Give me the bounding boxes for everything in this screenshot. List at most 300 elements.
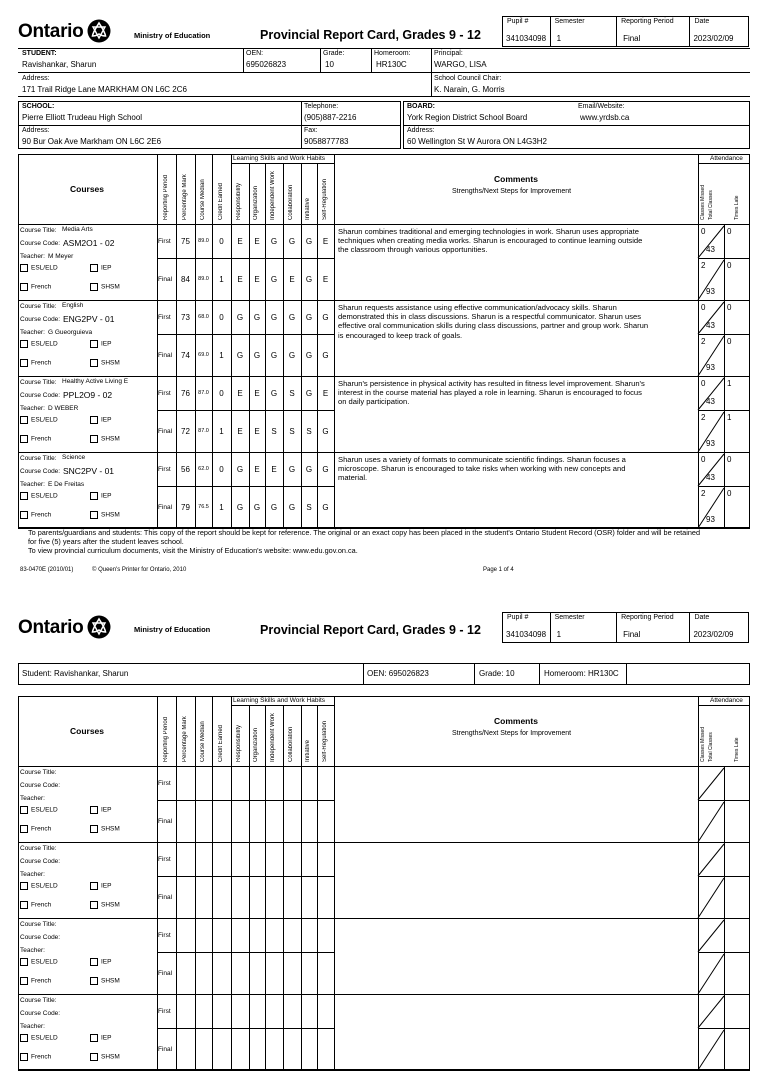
teacher-label: Teacher: xyxy=(20,253,45,260)
esl-checkbox[interactable] xyxy=(20,958,58,966)
final-skill: G xyxy=(288,351,296,360)
reporting-period-field: Reporting Period Final xyxy=(617,17,690,46)
first-skill: G xyxy=(288,237,296,246)
shsm-checkbox[interactable] xyxy=(90,283,120,291)
column-header: Independent Work xyxy=(270,713,276,762)
iep-checkbox[interactable] xyxy=(90,806,111,814)
first-median: 89.0 xyxy=(198,238,209,244)
course-code-value: ENG2PV - 01 xyxy=(63,314,115,324)
attendance-column-header: Times Late xyxy=(734,737,740,762)
teacher-label: Teacher: xyxy=(20,795,45,802)
final-times-late: 0 xyxy=(727,337,732,346)
french-checkbox[interactable] xyxy=(20,511,51,519)
comment-line: microscope. Sharun is encouraged to take risks when working with new concepts and xyxy=(338,464,626,474)
period-first: First xyxy=(158,390,171,397)
period-final: Final xyxy=(158,970,173,977)
first-median: 87.0 xyxy=(198,390,209,396)
column-header: Course Median xyxy=(199,179,206,220)
iep-checkbox[interactable] xyxy=(90,492,111,500)
iep-checkbox[interactable] xyxy=(90,882,111,890)
esl-label: ESL/ELD xyxy=(31,806,58,814)
courses-header: Courses xyxy=(70,726,105,736)
teacher-value: D WEBER xyxy=(48,405,79,412)
final-credit: 1 xyxy=(219,275,224,284)
first-skill: E xyxy=(322,389,329,398)
school-address-label: Address: xyxy=(22,127,50,134)
shsm-checkbox[interactable] xyxy=(90,977,120,985)
footer-line-2: for five (5) years after the student leaves school. xyxy=(28,536,184,546)
first-mark: 76 xyxy=(181,389,190,398)
grade-label: Grade: xyxy=(323,50,345,57)
student-line-p2: Student: Ravishankar, Sharun xyxy=(22,669,129,678)
french-label: French xyxy=(31,435,52,443)
iep-label: IEP xyxy=(101,340,112,348)
student-name: Ravishankar, Sharun xyxy=(22,60,97,69)
grade-value: 10 xyxy=(325,60,334,69)
final-skill: G xyxy=(305,275,313,284)
first-classes-missed: 0 xyxy=(701,227,706,236)
teacher-value: E De Freitas xyxy=(48,481,85,488)
board-name: York Region District School Board xyxy=(407,113,528,122)
final-mark: 72 xyxy=(181,427,190,436)
first-skill: S xyxy=(289,389,295,398)
column-header: Responsibility xyxy=(236,182,242,220)
course-title-value: English xyxy=(62,302,84,309)
french-label: French xyxy=(31,1053,52,1061)
comments-subheader: Strengths/Next Steps for Improvement xyxy=(452,188,572,195)
comments-header: Comments xyxy=(494,174,538,184)
first-times-late: 1 xyxy=(727,379,732,388)
comment-line: Sharun combines traditional and emerging technologies in work. Sharun uses appropriate xyxy=(338,227,639,236)
esl-label: ESL/ELD xyxy=(31,882,58,890)
final-credit: 1 xyxy=(219,503,224,512)
course-title-label: Course Title: xyxy=(20,303,57,310)
final-classes-missed: 2 xyxy=(701,413,706,422)
final-skill: G xyxy=(322,427,329,436)
attendance-header: Attendance xyxy=(710,155,743,162)
french-checkbox[interactable] xyxy=(20,1053,51,1061)
address-label: Address: xyxy=(22,75,50,82)
esl-label: ESL/ELD xyxy=(31,340,58,348)
comments-subheader: Strengths/Next Steps for Improvement xyxy=(452,730,572,737)
column-header: Organization xyxy=(253,727,259,762)
school-label: SCHOOL: xyxy=(22,103,55,110)
first-credit: 0 xyxy=(219,237,224,246)
french-checkbox[interactable] xyxy=(20,283,51,291)
copyright: © Queen's Printer for Ontario, 2010 xyxy=(92,567,187,573)
course-code-label: Course Code: xyxy=(20,468,61,475)
french-label: French xyxy=(31,901,52,909)
teacher-label: Teacher: xyxy=(20,329,45,336)
first-skill: G xyxy=(270,313,278,322)
iep-checkbox[interactable] xyxy=(90,1034,111,1042)
homeroom-label: Homeroom: xyxy=(374,50,411,57)
first-skill: G xyxy=(322,313,329,322)
comment-line: effective oral communication skills during class discussions, partner and group work. Sharun xyxy=(338,321,649,331)
column-header: Organization xyxy=(253,185,259,220)
french-label: French xyxy=(31,359,52,367)
first-skill: G xyxy=(236,313,244,322)
course-code-label: Course Code: xyxy=(20,1010,61,1017)
first-skill: E xyxy=(271,465,277,474)
iep-label: IEP xyxy=(101,806,112,814)
final-skill: G xyxy=(236,351,244,360)
period-first: First xyxy=(158,856,171,863)
period-first: First xyxy=(158,932,171,939)
comment-line: the classroom through various opportunities. xyxy=(338,245,488,255)
first-times-late: 0 xyxy=(727,455,732,464)
ministry-label: Ministry of Education xyxy=(134,31,211,40)
ontario-logo-text-p2: Ontario xyxy=(18,617,84,638)
attendance-header: Attendance xyxy=(710,697,743,704)
first-total-classes: 43 xyxy=(706,245,715,254)
iep-label: IEP xyxy=(101,416,112,424)
first-skill: E xyxy=(254,237,260,246)
teacher-label: Teacher: xyxy=(20,481,45,488)
column-header: Reporting Period xyxy=(162,716,169,762)
final-skill: G xyxy=(253,351,261,360)
form-number: 83-0470E (2010/01) xyxy=(20,567,74,573)
shsm-checkbox[interactable] xyxy=(90,1053,120,1061)
final-skill: S xyxy=(306,503,312,512)
student-address: 171 Trail Ridge Lane MARKHAM ON L6C 2C6 xyxy=(22,85,187,94)
pupil-number-field: Pupil # 341034098 xyxy=(503,17,551,46)
course-code-label: Course Code: xyxy=(20,392,61,399)
grade-line-p2: Grade: 10 xyxy=(479,669,515,678)
first-skill: G xyxy=(270,237,278,246)
semester-field: Semester 1 xyxy=(551,613,617,642)
shsm-label: SHSM xyxy=(101,825,120,833)
esl-label: ESL/ELD xyxy=(31,958,58,966)
final-skill: G xyxy=(322,503,329,512)
shsm-label: SHSM xyxy=(101,901,120,909)
attendance-diagonal xyxy=(698,878,724,918)
period-final: Final xyxy=(158,276,173,283)
reporting-period-field: Reporting Period Final xyxy=(617,613,690,642)
period-first: First xyxy=(158,780,171,787)
ministry-label-p2: Ministry of Education xyxy=(134,625,211,634)
esl-label: ESL/ELD xyxy=(31,264,58,272)
first-mark: 73 xyxy=(181,313,190,322)
school-name: Pierre Elliott Trudeau High School xyxy=(22,113,143,122)
period-first: First xyxy=(158,466,171,473)
column-header: Self-Regulation xyxy=(321,720,328,762)
first-classes-missed: 0 xyxy=(701,455,706,464)
final-skill: E xyxy=(237,427,243,436)
ontario-logo-text: Ontario xyxy=(18,21,84,42)
first-skill: E xyxy=(322,237,329,246)
final-mark: 79 xyxy=(181,503,190,512)
course-code-value: ASM2O1 - 02 xyxy=(63,238,115,248)
first-skill: G xyxy=(236,465,244,474)
first-skill: G xyxy=(288,465,296,474)
final-median: 89.0 xyxy=(198,276,209,282)
website-value: www.yrdsb.ca xyxy=(580,113,630,122)
course-code-label: Course Code: xyxy=(20,858,61,865)
shsm-checkbox[interactable] xyxy=(90,359,120,367)
first-credit: 0 xyxy=(219,313,224,322)
board-label: BOARD: xyxy=(407,103,435,110)
first-times-late: 0 xyxy=(727,303,732,312)
fax-value: 9058877783 xyxy=(304,137,349,146)
column-header: Credit Earned xyxy=(217,182,224,220)
iep-checkbox[interactable] xyxy=(90,416,111,424)
attendance-column-header: Classes Missed xyxy=(700,726,706,762)
french-checkbox[interactable] xyxy=(20,977,51,985)
council-value: K. Narain, G. Morris xyxy=(434,85,505,94)
first-total-classes: 43 xyxy=(706,473,715,482)
esl-label: ESL/ELD xyxy=(31,1034,58,1042)
column-header: Course Median xyxy=(199,721,206,762)
first-skill: G xyxy=(305,237,313,246)
first-skill: E xyxy=(254,389,260,398)
first-skill: G xyxy=(253,313,261,322)
course-title-value: Science xyxy=(62,454,86,461)
first-skill: G xyxy=(305,465,313,474)
final-skill: G xyxy=(270,275,278,284)
esl-checkbox[interactable] xyxy=(20,1034,58,1042)
period-final: Final xyxy=(158,352,173,359)
teacher-label: Teacher: xyxy=(20,1023,45,1030)
first-classes-missed: 0 xyxy=(701,379,706,388)
teacher-value: M Meyer xyxy=(48,253,74,260)
teacher-label: Teacher: xyxy=(20,405,45,412)
final-times-late: 1 xyxy=(727,413,732,422)
teacher-label: Teacher: xyxy=(20,871,45,878)
shsm-label: SHSM xyxy=(101,435,120,443)
iep-label: IEP xyxy=(101,1034,112,1042)
iep-label: IEP xyxy=(101,882,112,890)
course-title-label: Course Title: xyxy=(20,379,57,386)
column-header: Independent Work xyxy=(270,171,276,220)
shsm-checkbox[interactable] xyxy=(90,825,120,833)
column-header: Self-Regulation xyxy=(321,178,328,220)
attendance-diagonal xyxy=(698,954,724,994)
oen-line-p2: OEN: 695026823 xyxy=(367,669,429,678)
attendance-column-header: Classes Missed xyxy=(700,184,706,220)
first-skill: E xyxy=(254,465,260,474)
first-skill: E xyxy=(237,389,243,398)
final-total-classes: 93 xyxy=(706,515,715,524)
final-skill: S xyxy=(271,427,277,436)
final-total-classes: 93 xyxy=(706,363,715,372)
period-final: Final xyxy=(158,818,173,825)
footer-line-1: To parents/guardians and students: This copy of the report should be kept for reference. The original or an exact copy has been placed in the student's Ontario Student Record (OSR) folder and will be retained xyxy=(28,528,701,537)
attendance-diagonal xyxy=(698,768,724,800)
fax-label: Fax: xyxy=(304,127,318,134)
comment-line: is encouraged to keep track of goals. xyxy=(338,330,463,340)
final-skill: S xyxy=(289,427,295,436)
attendance-column-header: Times Late xyxy=(734,195,740,220)
first-credit: 0 xyxy=(219,465,224,474)
course-title-label: Course Title: xyxy=(20,997,57,1004)
iep-checkbox[interactable] xyxy=(90,340,111,348)
lswh-header: Learning Skills and Work Habits xyxy=(233,155,326,162)
comment-line: interest in the course material has played a role in learning. Sharun is encouraged to focus xyxy=(338,388,642,398)
final-skill: G xyxy=(253,503,261,512)
column-header: Percentage Mark xyxy=(181,716,188,762)
student-label: STUDENT: xyxy=(22,50,57,57)
final-skill: E xyxy=(289,275,295,284)
column-header: Percentage Mark xyxy=(181,174,188,220)
final-median: 69.0 xyxy=(198,352,209,358)
comment-line: techniques when creating media works. Sharun is encouraged to continue learning outside xyxy=(338,236,643,246)
first-skill: G xyxy=(305,313,313,322)
attendance-diagonal xyxy=(698,844,724,876)
shsm-label: SHSM xyxy=(101,359,120,367)
course-code-label: Course Code: xyxy=(20,782,61,789)
french-label: French xyxy=(31,825,52,833)
first-total-classes: 43 xyxy=(706,321,715,330)
final-times-late: 0 xyxy=(727,489,732,498)
first-median: 62.0 xyxy=(198,466,209,472)
final-skill: G xyxy=(270,351,278,360)
final-skill: S xyxy=(306,427,312,436)
attendance-column-header: Total Classes xyxy=(708,732,714,762)
final-classes-missed: 2 xyxy=(701,489,706,498)
final-mark: 84 xyxy=(181,275,190,284)
first-classes-missed: 0 xyxy=(701,303,706,312)
french-checkbox[interactable] xyxy=(20,359,51,367)
final-times-late: 0 xyxy=(727,261,732,270)
esl-label: ESL/ELD xyxy=(31,416,58,424)
attendance-column-header: Total Classes xyxy=(708,190,714,220)
attendance-diagonal xyxy=(698,1030,724,1070)
first-skill: G xyxy=(322,465,329,474)
homeroom-line-p2: Homeroom: HR130C xyxy=(544,669,619,678)
esl-checkbox[interactable] xyxy=(20,416,58,424)
course-code-value: SNC2PV - 01 xyxy=(63,466,115,476)
footer-line-3: To view provincial curriculum documents, visit the Ministry of Education's website: www.edu.gov.on.ca. xyxy=(28,545,358,555)
shsm-checkbox[interactable] xyxy=(90,511,120,519)
course-code-label: Course Code: xyxy=(20,316,61,323)
column-header: Initiative xyxy=(305,739,311,762)
iep-checkbox[interactable] xyxy=(90,958,111,966)
shsm-label: SHSM xyxy=(101,1053,120,1061)
period-final: Final xyxy=(158,894,173,901)
iep-label: IEP xyxy=(101,958,112,966)
esl-checkbox[interactable] xyxy=(20,340,58,348)
first-mark: 56 xyxy=(181,465,190,474)
final-classes-missed: 2 xyxy=(701,337,706,346)
french-label: French xyxy=(31,977,52,985)
column-header: Collaboration xyxy=(288,184,294,220)
header-fields-box-p2 xyxy=(502,612,749,643)
course-title-value: Healthy Active Living E xyxy=(62,378,129,385)
final-skill: G xyxy=(305,351,313,360)
website-label: Email/Website: xyxy=(578,103,625,110)
oen-value: 695026823 xyxy=(246,60,287,69)
column-header: Credit Earned xyxy=(217,724,224,762)
courses-header: Courses xyxy=(70,184,105,194)
esl-label: ESL/ELD xyxy=(31,492,58,500)
teacher-label: Teacher: xyxy=(20,947,45,954)
school-address: 90 Bur Oak Ave Markham ON L6C 2E6 xyxy=(22,137,162,146)
attendance-diagonal xyxy=(698,996,724,1028)
final-total-classes: 93 xyxy=(706,287,715,296)
first-times-late: 0 xyxy=(727,227,732,236)
principal-value: WARGO, LISA xyxy=(434,60,487,69)
french-checkbox[interactable] xyxy=(20,435,51,443)
lswh-header: Learning Skills and Work Habits xyxy=(233,697,326,704)
footer-notice xyxy=(28,529,748,555)
final-credit: 1 xyxy=(219,351,224,360)
first-skill: G xyxy=(288,313,296,322)
comment-line: demonstrated this in class discussions. Sharun is a respectful communicator. Sharun uses xyxy=(338,312,642,322)
comment-line: on daily participation. xyxy=(338,397,410,407)
board-address: 60 Wellington St W Aurora ON L4G3H2 xyxy=(407,137,547,146)
final-mark: 74 xyxy=(181,351,190,360)
column-header: Initiative xyxy=(305,197,311,220)
final-skill: G xyxy=(236,503,244,512)
pupil-number-field: Pupil # 341034098 xyxy=(503,613,551,642)
final-skill: E xyxy=(237,275,243,284)
course-code-label: Course Code: xyxy=(20,934,61,941)
esl-checkbox[interactable] xyxy=(20,492,58,500)
table-frame xyxy=(18,696,750,1070)
homeroom-value: HR130C xyxy=(376,60,407,69)
final-median: 87.0 xyxy=(198,428,209,434)
comment-line: Sharun requests assistance using effective communication/advocacy skills. Sharun xyxy=(338,303,617,312)
semester-field: Semester 1 xyxy=(551,17,617,46)
french-label: French xyxy=(31,283,52,291)
final-skill: G xyxy=(288,503,296,512)
shsm-checkbox[interactable] xyxy=(90,435,120,443)
french-checkbox[interactable] xyxy=(20,825,51,833)
telephone-label: Telephone: xyxy=(304,103,339,110)
final-classes-missed: 2 xyxy=(701,261,706,270)
course-title-label: Course Title: xyxy=(20,921,57,928)
final-skill: E xyxy=(254,275,260,284)
board-address-label: Address: xyxy=(407,127,435,134)
period-first: First xyxy=(158,314,171,321)
first-total-classes: 43 xyxy=(706,397,715,406)
comment-line: Sharun uses a variety of formats to communicate scientific findings. Sharun focuses a xyxy=(338,455,626,464)
iep-label: IEP xyxy=(101,264,112,272)
esl-checkbox[interactable] xyxy=(20,806,58,814)
period-final: Final xyxy=(158,428,173,435)
final-median: 76.5 xyxy=(198,504,209,510)
esl-checkbox[interactable] xyxy=(20,264,58,272)
iep-checkbox[interactable] xyxy=(90,264,111,272)
date-field: Date 2023/02/09 xyxy=(693,18,734,43)
ontario-trillium-icon xyxy=(87,19,111,43)
shsm-checkbox[interactable] xyxy=(90,901,120,909)
course-title-label: Course Title: xyxy=(20,455,57,462)
report-title: Provincial Report Card, Grades 9 - 12 xyxy=(260,28,481,42)
final-skill: E xyxy=(254,427,260,436)
course-title-label: Course Title: xyxy=(20,227,57,234)
date-field: Date 2023/02/09 xyxy=(693,614,734,639)
column-header: Reporting Period xyxy=(162,174,169,220)
first-skill: E xyxy=(237,237,243,246)
final-skill: G xyxy=(270,503,278,512)
period-final: Final xyxy=(158,1046,173,1053)
period-final: Final xyxy=(158,504,173,511)
shsm-label: SHSM xyxy=(101,511,120,519)
course-code-value: PPL2O9 - 02 xyxy=(63,390,113,400)
course-title-value: Media Arts xyxy=(62,226,93,233)
oen-label: OEN: xyxy=(246,50,264,57)
report-title-p2: Provincial Report Card, Grades 9 - 12 xyxy=(260,623,481,637)
french-checkbox[interactable] xyxy=(20,901,51,909)
french-label: French xyxy=(31,511,52,519)
esl-checkbox[interactable] xyxy=(20,882,58,890)
telephone-value: (905)887-2216 xyxy=(304,113,357,122)
iep-label: IEP xyxy=(101,492,112,500)
course-code-label: Course Code: xyxy=(20,240,61,247)
shsm-label: SHSM xyxy=(101,977,120,985)
